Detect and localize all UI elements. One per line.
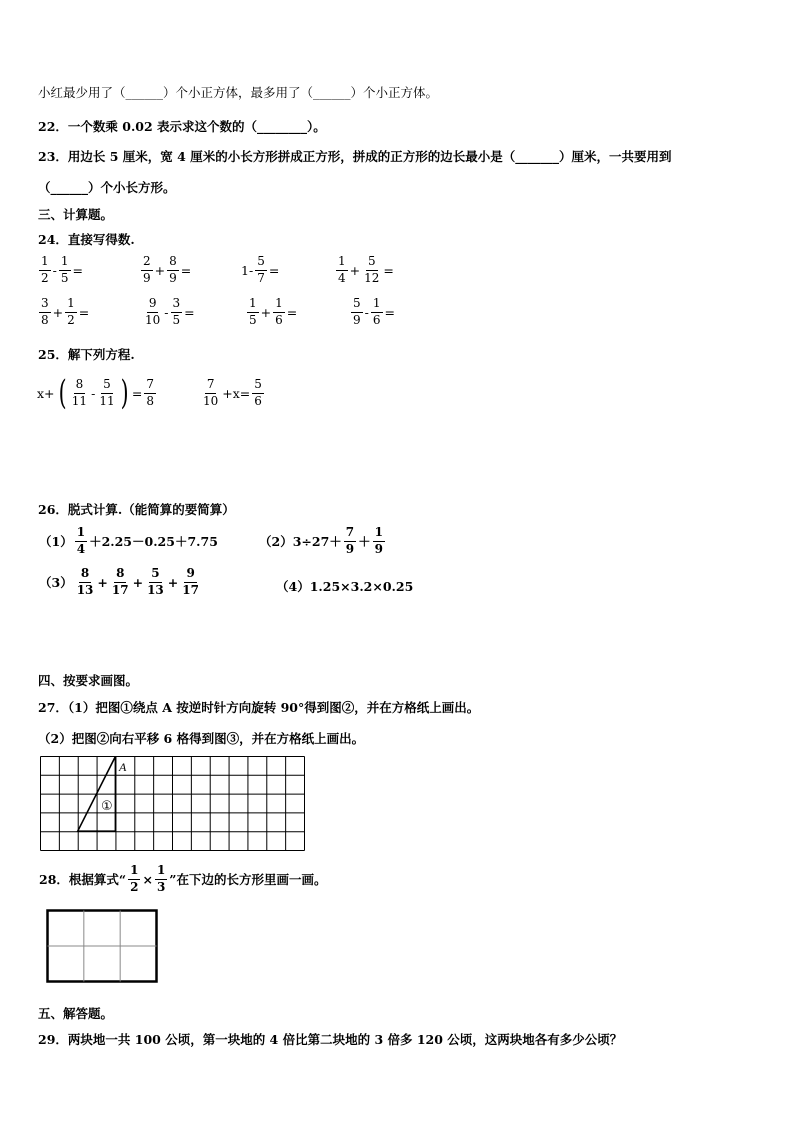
question-22: 22．一个数乘 0.02 表示求这个数的（________）。 bbox=[38, 119, 326, 134]
question-23-line1: 23．用边长 5 厘米，宽 4 厘米的小长方形拼成正方形，拼成的正方形的边长最小是（_______）厘米，一共要用到 bbox=[38, 149, 672, 164]
q26-part-4: （4）1.25×3.2×0.25 bbox=[276, 579, 414, 594]
q24-item-4: $\frac{1}{4}$ + $\frac{5}{12}$ = bbox=[338, 254, 394, 285]
question-23-line2: （______）个小长方形。 bbox=[38, 180, 176, 195]
q24-item-8: $\frac{5}{9}$ - $\frac{1}{6}$ = bbox=[353, 296, 395, 327]
question-26-title: 26．脱式计算.（能简算的要简算） bbox=[38, 502, 235, 517]
q24-item-3: 1- $\frac{5}{7}$ = bbox=[241, 254, 280, 285]
question-27-part-2: （2）把图②向右平移 6 格得到图③，并在方格纸上画出。 bbox=[38, 731, 365, 746]
q26-part-3: （3） $\frac{8}{13}$ + $\frac{8}{17}$ + $\frac{5}{13}$ + $\frac{9}{17}$ bbox=[39, 566, 199, 597]
point-a-label: A bbox=[119, 760, 127, 774]
section-3-heading: 三、计算题。 bbox=[38, 207, 114, 222]
q25-equation-2: $\frac{7}{10}$ +x= $\frac{5}{6}$ bbox=[203, 377, 262, 408]
drawing-rectangle bbox=[46, 909, 158, 983]
question-24-title: 24．直接写得数. bbox=[38, 232, 135, 247]
section-5-heading: 五、解答题。 bbox=[38, 1006, 114, 1021]
question-29: 29．两块地一共 100 公顷，第一块地的 4 倍比第二块地的 3 倍多 120 公顷，这两块地各有多少公顷？ bbox=[38, 1032, 623, 1047]
prev-question-line: 小红最少用了（______）个小正方体，最多用了（______）个小正方体。 bbox=[38, 85, 439, 100]
q26-part-1: （1） $\frac{1}{4}$ ＋2.25－0.25＋7.75 bbox=[39, 525, 218, 556]
figure-1-label: ① bbox=[101, 799, 113, 814]
grid-lines bbox=[41, 757, 305, 851]
section-4-heading: 四、按要求画图。 bbox=[38, 673, 139, 688]
q24-item-2: $\frac{2}{9}$ + $\frac{8}{9}$ = bbox=[143, 254, 192, 285]
q25-equation-1: x+ ( $\frac{8}{11}$ - $\frac{5}{11}$ ) = $\frac{7}{8}$ bbox=[37, 373, 154, 413]
q24-item-6: $\frac{9}{10}$ - $\frac{3}{5}$ = bbox=[145, 296, 195, 327]
question-25-title: 25．解下列方程. bbox=[38, 347, 135, 362]
q26-part-2: （2）3÷27＋ $\frac{7}{9}$ ＋ $\frac{1}{9}$ bbox=[259, 525, 383, 556]
question-27-part-1: 27．（1）把图①绕点 A 按逆时针方向旋转 90°得到图②，并在方格纸上画出。 bbox=[38, 700, 480, 715]
question-28: 28．根据算式“ $\frac{1}{2}$ × $\frac{1}{3}$ ”在下边的长方形里画一画。 bbox=[39, 863, 327, 894]
q24-item-7: $\frac{1}{5}$ + $\frac{1}{6}$ = bbox=[249, 296, 298, 327]
rectangle-inner-lines bbox=[48, 911, 157, 982]
q24-item-5: $\frac{3}{8}$ + $\frac{1}{2}$ = bbox=[41, 296, 90, 327]
grid-paper bbox=[40, 756, 308, 852]
q24-item-1: $\frac{1}{2}$ - $\frac{1}{5}$ = bbox=[41, 254, 83, 285]
